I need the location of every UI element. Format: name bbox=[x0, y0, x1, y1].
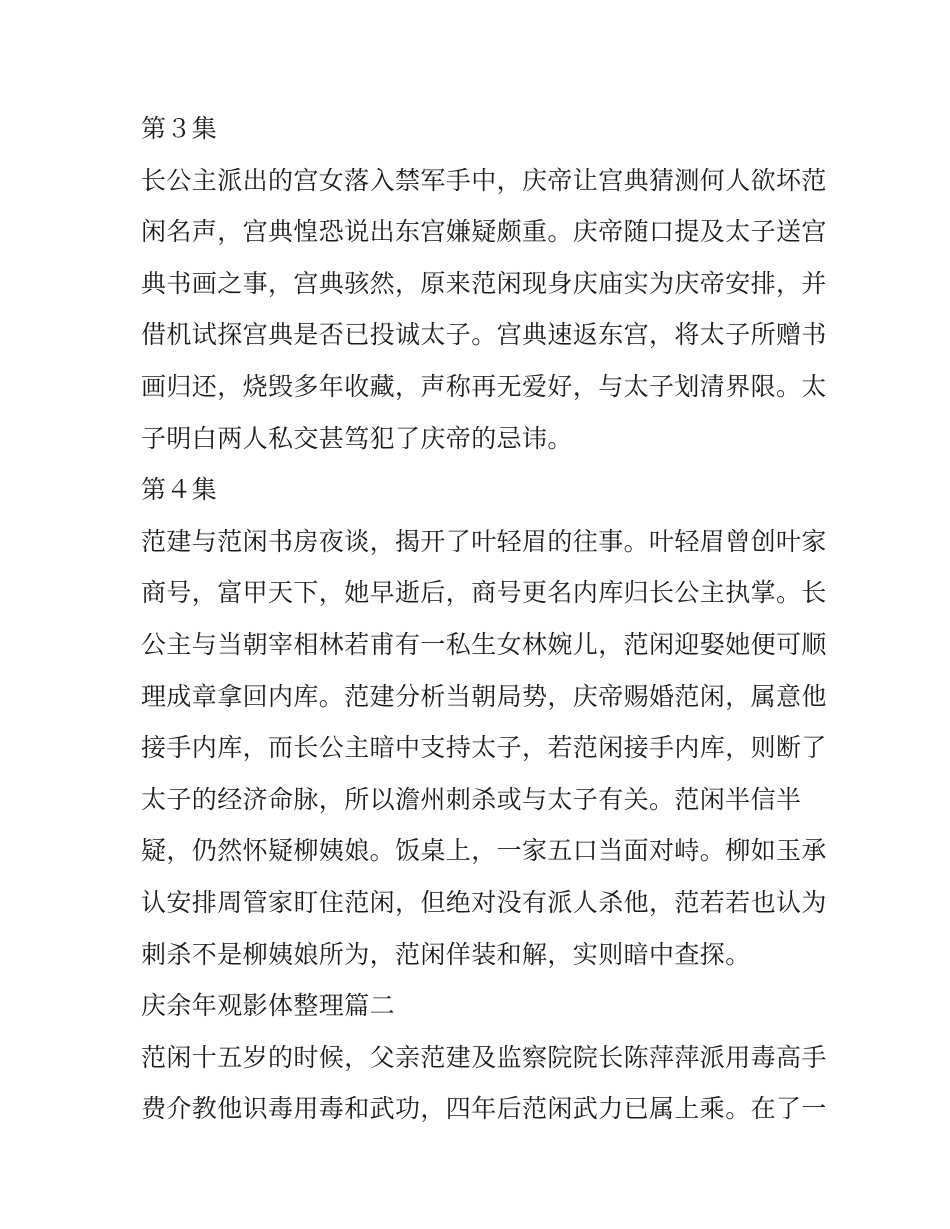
section-heading: 庆余年观影体整理篇二 bbox=[141, 991, 396, 1021]
episode-heading: 第４集 bbox=[141, 475, 218, 505]
paragraph-line: 范闲十五岁的时候，父亲范建及监察院院长陈萍萍派用毒高手 bbox=[141, 1042, 827, 1072]
paragraph-line: 借机试探宫典是否已投诚太子。宫典速返东宫，将太子所赠书 bbox=[141, 320, 827, 350]
paragraph-line: 认安排周管家盯住范闲，但绝对没有派人杀他，范若若也认为 bbox=[141, 887, 827, 917]
paragraph-line: 商号，富甲天下，她早逝后，商号更名内库归长公主执掌。长 bbox=[141, 578, 827, 608]
paragraph-line: 子明白两人私交甚笃犯了庆帝的忌讳。 bbox=[141, 423, 573, 453]
paragraph-line: 闲名声，宫典惶恐说出东宫嫌疑颇重。庆帝随口提及太子送宫 bbox=[141, 217, 827, 247]
document-body bbox=[141, 103, 827, 1135]
episode-heading: 第３集 bbox=[141, 114, 218, 143]
paragraph-line: 费介教他识毒用毒和武功，四年后范闲武力已属上乘。在了一 bbox=[141, 1094, 827, 1124]
paragraph-line: 画归还，烧毁多年收藏，声称再无爱好，与太子划清界限。太 bbox=[141, 371, 827, 401]
paragraph-line: 长公主派出的宫女落入禁军手中，庆帝让宫典猜测何人欲坏范 bbox=[141, 165, 827, 195]
paragraph-line: 典书画之事，宫典骇然，原来范闲现身庆庙实为庆帝安排，并 bbox=[141, 268, 827, 298]
paragraph-line: 疑，仍然怀疑柳姨娘。饭桌上，一家五口当面对峙。柳如玉承 bbox=[141, 836, 827, 866]
paragraph-line: 接手内库，而长公主暗中支持太子，若范闲接手内库，则断了 bbox=[141, 733, 827, 763]
paragraph-line: 太子的经济命脉，所以澹州刺杀或与太子有关。范闲半信半 bbox=[141, 784, 802, 814]
paragraph-line: 公主与当朝宰相林若甫有一私生女林婉儿，范闲迎娶她便可顺 bbox=[141, 629, 827, 659]
paragraph-line: 理成章拿回内库。范建分析当朝局势，庆帝赐婚范闲，属意他 bbox=[141, 681, 827, 711]
paragraph-line: 刺杀不是柳姨娘所为，范闲佯装和解，实则暗中查探。 bbox=[141, 939, 751, 969]
paragraph-line: 范建与范闲书房夜谈，揭开了叶轻眉的往事。叶轻眉曾创叶家 bbox=[141, 526, 827, 556]
